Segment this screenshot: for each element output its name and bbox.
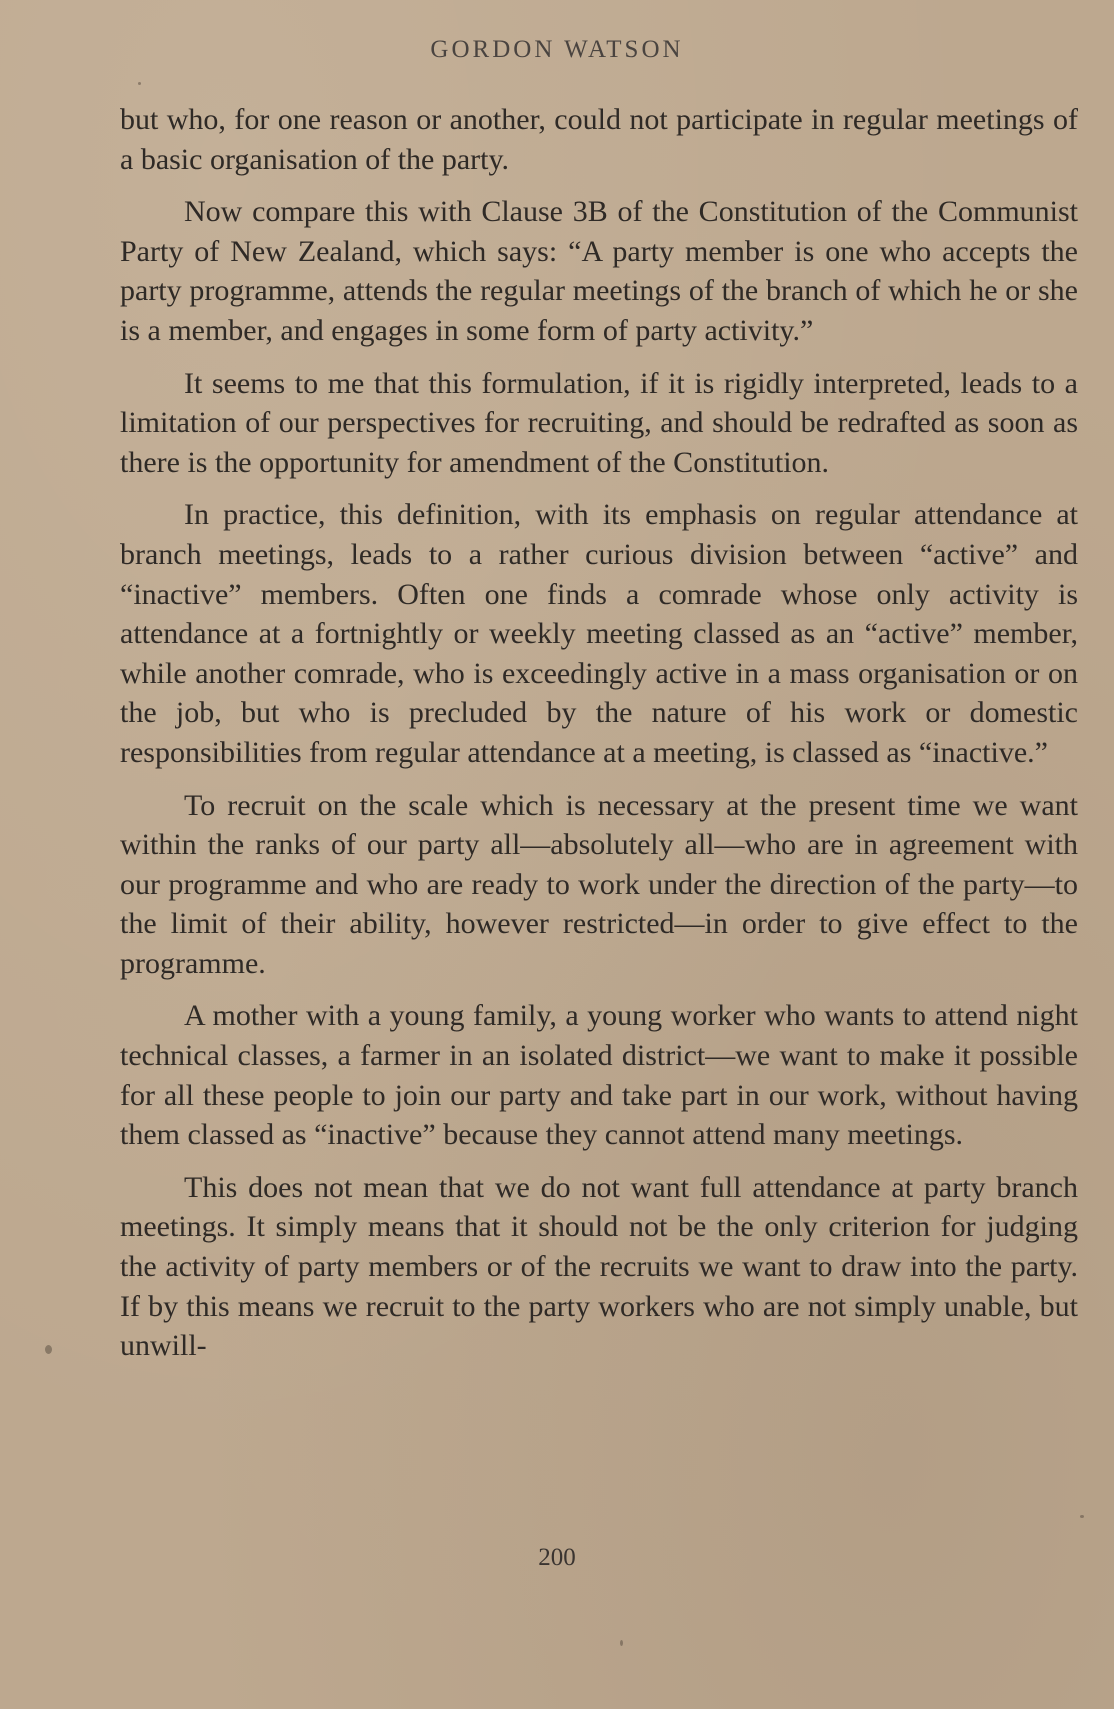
running-head: GORDON WATSON: [430, 36, 684, 63]
paper-speck: [1080, 1515, 1084, 1518]
paragraph-3: It seems to me that this formulation, if it is rigidly interpreted, leads to a limitation of our perspectives for recruiting, and should be redrafted as soon as there is the opportunity for amendment of the Constitution.: [120, 366, 1078, 479]
paragraph-2: Now compare this with Clause 3B of the Constitution of the Communist Party of New Zealand, which says: “A party member is one who accepts the party programme, attends the regular meetings of the branch of which he or she is a member, and engages in some form of party activity.”: [120, 195, 1078, 347]
paragraph-7: This does not mean that we do not want full attendance at party branch meetings. It simply means that it should not be the only criterion for judging the activity of party members or of the recruits we want to draw into the party. If by this means we recruit to the party workers who are not simply unable, but unwill-: [120, 1170, 1078, 1363]
paragraph-1: but who, for one reason or another, could not participate in regular meetings of a basic organisation of the party.: [120, 103, 1078, 176]
paper-speck: [45, 1345, 52, 1354]
paragraph-4: In practice, this definition, with its emphasis on regular attendance at branch meetings, leads to a rather curious division between “active” and “inactive” members. Often one finds a comrade whose only activity is attendance at a fortnightly or weekly meeting classed as an “active” member, while another comrade, who is exceedingly active in a mass organisation or on the job, but who is precluded by the nature of his work or domestic responsibilities from regular attendance at a meeting, is classed as “inactive.”: [120, 498, 1078, 769]
paper-speck: [620, 1640, 623, 1646]
paragraph-6: A mother with a young family, a young worker who wants to attend night technical classes, a farmer in an isolated district—we want to make it possible for all these people to join our party and take part in our work, without having them classed as “inactive” because they cannot attend many meetings.: [120, 999, 1078, 1152]
page-number: 200: [538, 1544, 576, 1571]
paragraph-5: To recruit on the scale which is necessary at the present time we want within the ranks of our party all—absolutely all—who are in agreement with our programme and who are ready to work under the direction of the party—to the limit of their ability, however restricted—in order to give effect to the programme.: [120, 788, 1078, 980]
paper-speck: [138, 82, 141, 85]
body-text: [120, 100, 1078, 1379]
